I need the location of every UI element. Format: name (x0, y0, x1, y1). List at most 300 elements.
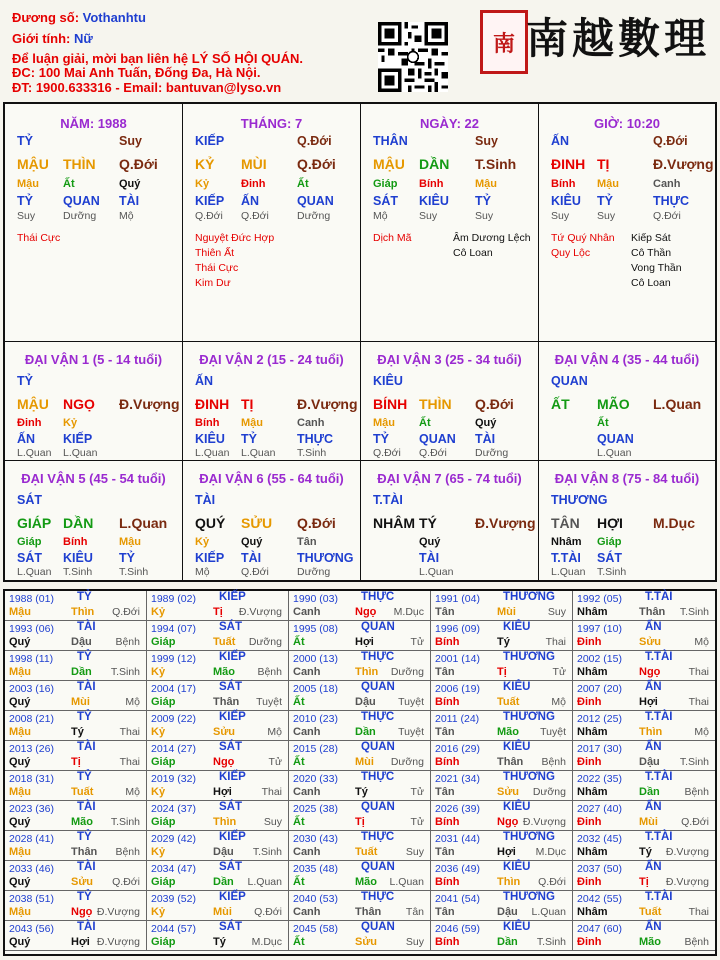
pillar-row3-item: Bính (419, 178, 444, 190)
life-stage: Thai (545, 636, 566, 648)
year-label: 1990 (03) (293, 593, 338, 605)
ten-god-label: T.TÀI (645, 711, 673, 723)
year-cell (147, 741, 289, 771)
gender-label: Giới tính: (12, 31, 74, 46)
heavenly-stem: Nhâm (577, 786, 608, 798)
pillar-title: THÁNG: 7 (240, 116, 303, 131)
dai-van-r4-item: QUAN (597, 432, 634, 446)
yearly-luck-grid (3, 589, 717, 956)
qr-code (378, 22, 448, 92)
earthly-branch: Dậu (497, 906, 518, 918)
ten-god-label: KIÊU (503, 741, 531, 753)
pillar-row4-item: KIÊU (419, 194, 449, 208)
year-label: 2044 (57) (151, 923, 196, 935)
year-label: 2046 (59) (435, 923, 480, 935)
year-label: 2005 (18) (293, 683, 338, 695)
heavenly-stem: Ất (293, 696, 305, 708)
dai-van-r2-item: Q.Đới (475, 396, 514, 412)
life-stage: Tử (410, 816, 424, 828)
heavenly-stem: Ất (293, 936, 305, 948)
year-cell (289, 861, 431, 891)
dai-van-title: ĐẠI VẬN 5 (45 - 54 tuổi) (21, 471, 166, 486)
year-label: 1998 (11) (9, 653, 54, 665)
pillar-row5-item: Suy (475, 210, 494, 222)
pillar-row4-item: TỶ (597, 194, 613, 208)
dai-van-r4-item: ẤN (17, 432, 36, 446)
pillar-row2-item: MẬU (373, 156, 405, 172)
dai-van-r5-item: Dưỡng (297, 566, 331, 578)
ten-god-label: SÁT (219, 621, 242, 633)
year-label: 1993 (06) (9, 623, 54, 635)
earthly-branch: Mùi (213, 906, 232, 918)
heavenly-stem: Bính (435, 936, 460, 948)
pillar-row1-item: Q.Đới (653, 134, 688, 148)
ten-god-label: TỶ (77, 651, 92, 663)
life-stage: Đ.Vượng (665, 846, 709, 858)
pillar-row5-item: Mộ (373, 210, 388, 222)
dai-van-r5-item: Dưỡng (475, 447, 509, 459)
ten-god-label: SÁT (219, 801, 242, 813)
dai-van-r3-item: Nhâm (551, 536, 582, 548)
pillar-row3-item: Mậu (17, 178, 39, 190)
year-cell (147, 651, 289, 681)
heavenly-stem: Đinh (577, 876, 602, 888)
pillar-row1-item: Q.Đới (297, 134, 332, 148)
dai-van-title: ĐẠI VẬN 4 (35 - 44 tuổi) (554, 352, 700, 367)
earthly-branch: Ngọ (639, 666, 661, 678)
dai-van-title: ĐẠI VẬN 7 (65 - 74 tuổi) (377, 471, 522, 486)
year-cell (431, 621, 573, 651)
star-note: Cô Loan (631, 277, 671, 289)
pillar-row5-item: Q.Đới (195, 210, 223, 222)
dai-van-title: ĐẠI VẬN 6 (55 - 64 tuổi) (199, 471, 344, 486)
year-label: 2009 (22) (151, 713, 196, 725)
pillar-row3-item: Bính (551, 178, 576, 190)
life-stage: Bệnh (115, 846, 140, 858)
logo-text: 南越數理 (526, 14, 711, 63)
earthly-branch: Thân (71, 846, 98, 858)
ten-god-label: KIẾP (219, 711, 246, 723)
dai-van-8 (539, 461, 715, 580)
star-note: Cô Loan (453, 247, 493, 259)
life-stage: Tử (410, 786, 424, 798)
year-label: 2024 (37) (151, 803, 196, 815)
contact-address: ĐC: 100 Mai Anh Tuấn, Đống Đa, Hà Nội. (12, 65, 261, 80)
year-label: 2003 (16) (9, 683, 54, 695)
ten-god-label: THƯƠNG (503, 651, 555, 663)
ten-god-label: KIẾP (219, 771, 246, 783)
dai-van-r4-item: SÁT (597, 551, 622, 565)
year-label: 2012 (25) (577, 713, 622, 725)
gender-value: Nữ (73, 31, 93, 46)
dai-van-r1-item: KIÊU (373, 374, 403, 388)
year-label: 2033 (46) (9, 863, 54, 875)
dai-van-r1-item: TỶ (17, 374, 33, 388)
pillar-row2-item: DẦN (419, 156, 450, 172)
dai-van-r4-item: KIÊU (63, 551, 93, 565)
life-stage: Mộ (267, 726, 282, 738)
year-cell (5, 741, 147, 771)
heavenly-stem: Quý (9, 936, 31, 948)
pillar-row4-item: SÁT (373, 194, 398, 208)
dai-van-title: ĐẠI VẬN 1 (5 - 14 tuổi) (24, 352, 163, 367)
life-stage: L.Quan (247, 876, 282, 888)
life-stage: T.Sinh (252, 846, 282, 858)
year-label: 2031 (44) (435, 833, 480, 845)
year-cell (147, 681, 289, 711)
pillar-title: GIỜ: 10:20 (593, 116, 660, 131)
year-label: 2015 (28) (293, 743, 338, 755)
earthly-branch: Mão (497, 726, 519, 738)
dai-van-r2-item: TÂN (551, 515, 580, 531)
year-label: 2043 (56) (9, 923, 54, 935)
ten-god-label: KIẾP (219, 591, 246, 603)
ten-god-label: TÀI (77, 741, 96, 753)
dai-van-r1-item: QUAN (551, 374, 588, 388)
life-stage: Thai (688, 906, 709, 918)
earthly-branch: Ngọ (213, 756, 235, 768)
heavenly-stem: Nhâm (577, 606, 608, 618)
dai-van-r2-item: QUÝ (195, 515, 226, 531)
heavenly-stem: Tân (435, 846, 455, 858)
year-cell (431, 681, 573, 711)
star-note: Tứ Quý Nhân (551, 232, 615, 244)
pillar-row5-item: Dưỡng (63, 210, 97, 222)
dai-van-7 (361, 461, 539, 580)
dai-van-r2-item: MÃO (597, 396, 630, 412)
heavenly-stem: Quý (9, 756, 31, 768)
life-stage: L.Quan (389, 876, 424, 888)
year-cell (289, 621, 431, 651)
earthly-branch: Ngọ (71, 906, 93, 918)
earthly-branch: Dậu (71, 636, 92, 648)
ten-god-label: THƯƠNG (503, 771, 555, 783)
seal-stamp: 南 (480, 10, 528, 74)
year-label: 2034 (47) (151, 863, 196, 875)
earthly-branch: Thân (213, 696, 240, 708)
dai-van-r3-item: Quý (419, 536, 441, 548)
life-stage: Thai (688, 696, 709, 708)
life-stage: Tử (410, 636, 424, 648)
year-label: 2045 (58) (293, 923, 338, 935)
earthly-branch: Dậu (213, 846, 234, 858)
earthly-branch: Ngọ (497, 816, 519, 828)
star-note: Kiếp Sát (631, 232, 671, 244)
year-label: 2016 (29) (435, 743, 480, 755)
heavenly-stem: Bính (435, 696, 460, 708)
heavenly-stem: Đinh (577, 816, 602, 828)
earthly-branch: Tuất (355, 846, 378, 858)
year-label: 2039 (52) (151, 893, 196, 905)
owner-line (12, 10, 146, 25)
life-stage: Tuyệt (398, 726, 424, 738)
dai-van-r4-item: KIẾP (195, 551, 225, 565)
dai-van-r3-item: Giáp (597, 536, 622, 548)
pillar-3 (361, 104, 539, 342)
earthly-branch: Tý (213, 936, 226, 948)
pillar-row4-item: ẤN (241, 194, 260, 208)
dai-van-r3-item: Mậu (373, 417, 395, 429)
dai-van-r5-item: Mộ (195, 566, 210, 578)
ten-god-label: ẤN (645, 861, 662, 873)
year-label: 2025 (38) (293, 803, 338, 815)
dai-van-1 (5, 342, 183, 461)
dai-van-4 (539, 342, 715, 461)
life-stage: Tuyệt (540, 726, 566, 738)
year-label: 2019 (32) (151, 773, 196, 785)
dai-van-r5-item: T.Sinh (597, 566, 627, 578)
year-cell (573, 711, 715, 741)
year-label: 2030 (43) (293, 833, 338, 845)
ten-god-label: KIẾP (219, 891, 246, 903)
dai-van-title: ĐẠI VẬN 2 (15 - 24 tuổi) (199, 352, 344, 367)
pillar-row1-item: KIẾP (195, 134, 225, 148)
year-cell (431, 591, 573, 621)
dai-van-r3-item: Giáp (17, 536, 42, 548)
dai-van-r5-item: T.Sinh (119, 566, 149, 578)
ten-god-label: THỰC (361, 771, 395, 783)
year-cell (289, 921, 431, 951)
life-stage: Dưỡng (248, 636, 282, 648)
heavenly-stem: Canh (293, 906, 321, 918)
pillar-row2-item: Q.Đới (297, 156, 336, 172)
pillar-row5-item: Suy (17, 210, 36, 222)
heavenly-stem: Bính (435, 876, 460, 888)
ten-god-label: SÁT (219, 681, 242, 693)
life-stage: L.Quan (531, 906, 566, 918)
pillar-row3-item: Mậu (475, 178, 497, 190)
dai-van-r4-item: THỰC (297, 432, 334, 446)
life-stage: Q.Đới (112, 876, 140, 888)
year-label: 2028 (41) (9, 833, 54, 845)
ten-god-label: T.TÀI (645, 891, 673, 903)
pillar-row4-item: TỶ (17, 194, 33, 208)
heavenly-stem: Canh (293, 846, 321, 858)
year-label: 2023 (36) (9, 803, 54, 815)
life-stage: T.Sinh (679, 756, 709, 768)
pillar-row5-item: Suy (551, 210, 570, 222)
life-stage: Q.Đới (538, 876, 566, 888)
heavenly-stem: Ất (293, 756, 305, 768)
year-label: 2013 (26) (9, 743, 54, 755)
pillar-title: NĂM: 1988 (60, 116, 127, 131)
dai-van-r2-item: NGỌ (63, 396, 95, 412)
life-stage: Mộ (551, 696, 566, 708)
year-cell (573, 861, 715, 891)
pillar-row5-item: Suy (419, 210, 438, 222)
earthly-branch: Thân (639, 606, 666, 618)
heavenly-stem: Giáp (151, 696, 176, 708)
earthly-branch: Dần (497, 936, 518, 948)
heavenly-stem: Đinh (577, 936, 602, 948)
year-label: 2002 (15) (577, 653, 622, 665)
heavenly-stem: Quý (9, 696, 31, 708)
year-cell (289, 771, 431, 801)
heavenly-stem: Quý (9, 636, 31, 648)
heavenly-stem: Kỷ (151, 606, 166, 618)
ten-god-label: QUAN (361, 801, 395, 813)
life-stage: Q.Đới (112, 606, 140, 618)
dai-van-r4-item: KIẾP (63, 432, 93, 446)
year-cell (431, 651, 573, 681)
year-cell (147, 861, 289, 891)
pillar-row3-item: Quý (119, 178, 141, 190)
heavenly-stem: Ất (293, 636, 305, 648)
year-label: 2004 (17) (151, 683, 196, 695)
life-stage: Q.Đới (254, 906, 282, 918)
dai-van-5 (5, 461, 183, 580)
ten-god-label: ẤN (645, 801, 662, 813)
dai-van-r5-item: L.Quan (597, 447, 632, 459)
life-stage: Mộ (125, 696, 140, 708)
year-cell (431, 921, 573, 951)
earthly-branch: Tị (639, 876, 649, 888)
ten-god-label: TỶ (77, 771, 92, 783)
dai-van-r2-item: L.Quan (119, 515, 168, 531)
life-stage: Dưỡng (390, 666, 424, 678)
life-stage: Bệnh (684, 936, 709, 948)
year-label: 2037 (50) (577, 863, 622, 875)
year-label: 2029 (42) (151, 833, 196, 845)
year-cell (5, 921, 147, 951)
pillar-row3-item: Giáp (373, 178, 398, 190)
earthly-branch: Hợi (355, 636, 374, 648)
heavenly-stem: Quý (9, 816, 31, 828)
pillar-row4-item: KIẾP (195, 194, 225, 208)
ten-god-label: TỶ (77, 831, 92, 843)
heavenly-stem: Tân (435, 606, 455, 618)
earthly-branch: Thìn (71, 606, 95, 618)
life-stage: Suy (263, 816, 282, 828)
heavenly-stem: Ất (293, 816, 305, 828)
dai-van-r4-item: T.TÀI (551, 551, 581, 565)
owner-name: Vothanhtu (82, 10, 146, 25)
life-stage: Đ.Vượng (665, 876, 709, 888)
earthly-branch: Thân (355, 906, 382, 918)
heavenly-stem: Mậu (9, 606, 31, 618)
ten-god-label: TÀI (77, 801, 96, 813)
earthly-branch: Tuất (213, 636, 236, 648)
dai-van-r5-item: L.Quan (241, 447, 276, 459)
year-cell (5, 711, 147, 741)
life-stage: Q.Đới (681, 816, 709, 828)
year-cell (289, 651, 431, 681)
year-label: 2027 (40) (577, 803, 622, 815)
dai-van-r5-item: T.Sinh (63, 566, 93, 578)
ten-god-label: QUAN (361, 681, 395, 693)
year-cell (147, 591, 289, 621)
pillar-row2-item: KỶ (195, 156, 215, 172)
heavenly-stem: Giáp (151, 636, 176, 648)
ten-god-label: SÁT (219, 921, 242, 933)
life-stage: Đ.Vượng (96, 936, 140, 948)
earthly-branch: Tị (71, 756, 81, 768)
life-stage: T.Sinh (536, 936, 566, 948)
year-label: 1991 (04) (435, 593, 480, 605)
life-stage: Dưỡng (390, 756, 424, 768)
pillar-row3-item: Kỷ (195, 178, 210, 190)
year-label: 2036 (49) (435, 863, 480, 875)
year-cell (431, 741, 573, 771)
ten-god-label: TÀI (77, 621, 96, 633)
earthly-branch: Tý (639, 846, 652, 858)
year-cell (289, 591, 431, 621)
earthly-branch: Dậu (639, 756, 660, 768)
pillar-row2-item: MÙI (241, 156, 267, 172)
life-stage: Bệnh (115, 636, 140, 648)
heavenly-stem: Mậu (9, 666, 31, 678)
heavenly-stem: Kỷ (151, 726, 166, 738)
life-stage: Suy (547, 606, 566, 618)
star-note: Thiên Ất (195, 247, 235, 259)
pillar-row1-item: Suy (119, 134, 142, 148)
dai-van-r2-item: TÝ (419, 515, 437, 531)
year-cell (573, 891, 715, 921)
year-cell (573, 801, 715, 831)
year-label: 2035 (48) (293, 863, 338, 875)
year-cell (431, 831, 573, 861)
ten-god-label: THỰC (361, 591, 395, 603)
dai-van-r5-item: L.Quan (63, 447, 98, 459)
dai-van-r4-item: TÀI (475, 432, 496, 446)
star-note: Thái Cực (17, 232, 61, 244)
earthly-branch: Thìn (497, 876, 521, 888)
heavenly-stem: Tân (435, 786, 455, 798)
year-label: 2020 (33) (293, 773, 338, 785)
earthly-branch: Tị (497, 666, 507, 678)
ten-god-label: T.TÀI (645, 591, 673, 603)
heavenly-stem: Giáp (151, 756, 176, 768)
earthly-branch: Mùi (71, 696, 90, 708)
year-label: 2021 (34) (435, 773, 480, 785)
earthly-branch: Tị (213, 606, 223, 618)
heavenly-stem: Nhâm (577, 666, 608, 678)
life-stage: Mộ (125, 786, 140, 798)
dai-van-r3-item: Mậu (119, 536, 141, 548)
earthly-branch: Dần (639, 786, 660, 798)
ten-god-label: THƯƠNG (503, 891, 555, 903)
pillar-row4-item: THỰC (653, 194, 690, 208)
year-label: 2026 (39) (435, 803, 480, 815)
dai-van-r4-item: SÁT (17, 551, 42, 565)
ten-god-label: THỰC (361, 831, 395, 843)
star-note: Dịch Mã (373, 232, 412, 244)
ten-god-label: QUAN (361, 621, 395, 633)
dai-van-r4-item: TỶ (119, 551, 135, 565)
life-stage: Tử (268, 756, 282, 768)
year-label: 2040 (53) (293, 893, 338, 905)
life-stage: Mộ (694, 636, 709, 648)
dai-van-r2-item: Đ.Vượng (297, 396, 358, 412)
dai-van-r3-item: Ất (419, 417, 431, 429)
life-stage: Bệnh (257, 666, 282, 678)
dai-van-6 (183, 461, 361, 580)
earthly-branch: Tý (355, 786, 368, 798)
life-stage: T.Sinh (679, 606, 709, 618)
heavenly-stem: Nhâm (577, 726, 608, 738)
year-label: 1988 (01) (9, 593, 54, 605)
year-label: 1992 (05) (577, 593, 622, 605)
year-label: 2008 (21) (9, 713, 54, 725)
ten-god-label: TỶ (77, 711, 92, 723)
heavenly-stem: Tân (435, 906, 455, 918)
year-label: 2006 (19) (435, 683, 480, 695)
ten-god-label: QUAN (361, 741, 395, 753)
year-cell (431, 771, 573, 801)
dai-van-r2-item: ẤT (551, 396, 570, 412)
pillar-row5-item: Suy (597, 210, 616, 222)
dai-van-r3-item: Bính (63, 536, 88, 548)
